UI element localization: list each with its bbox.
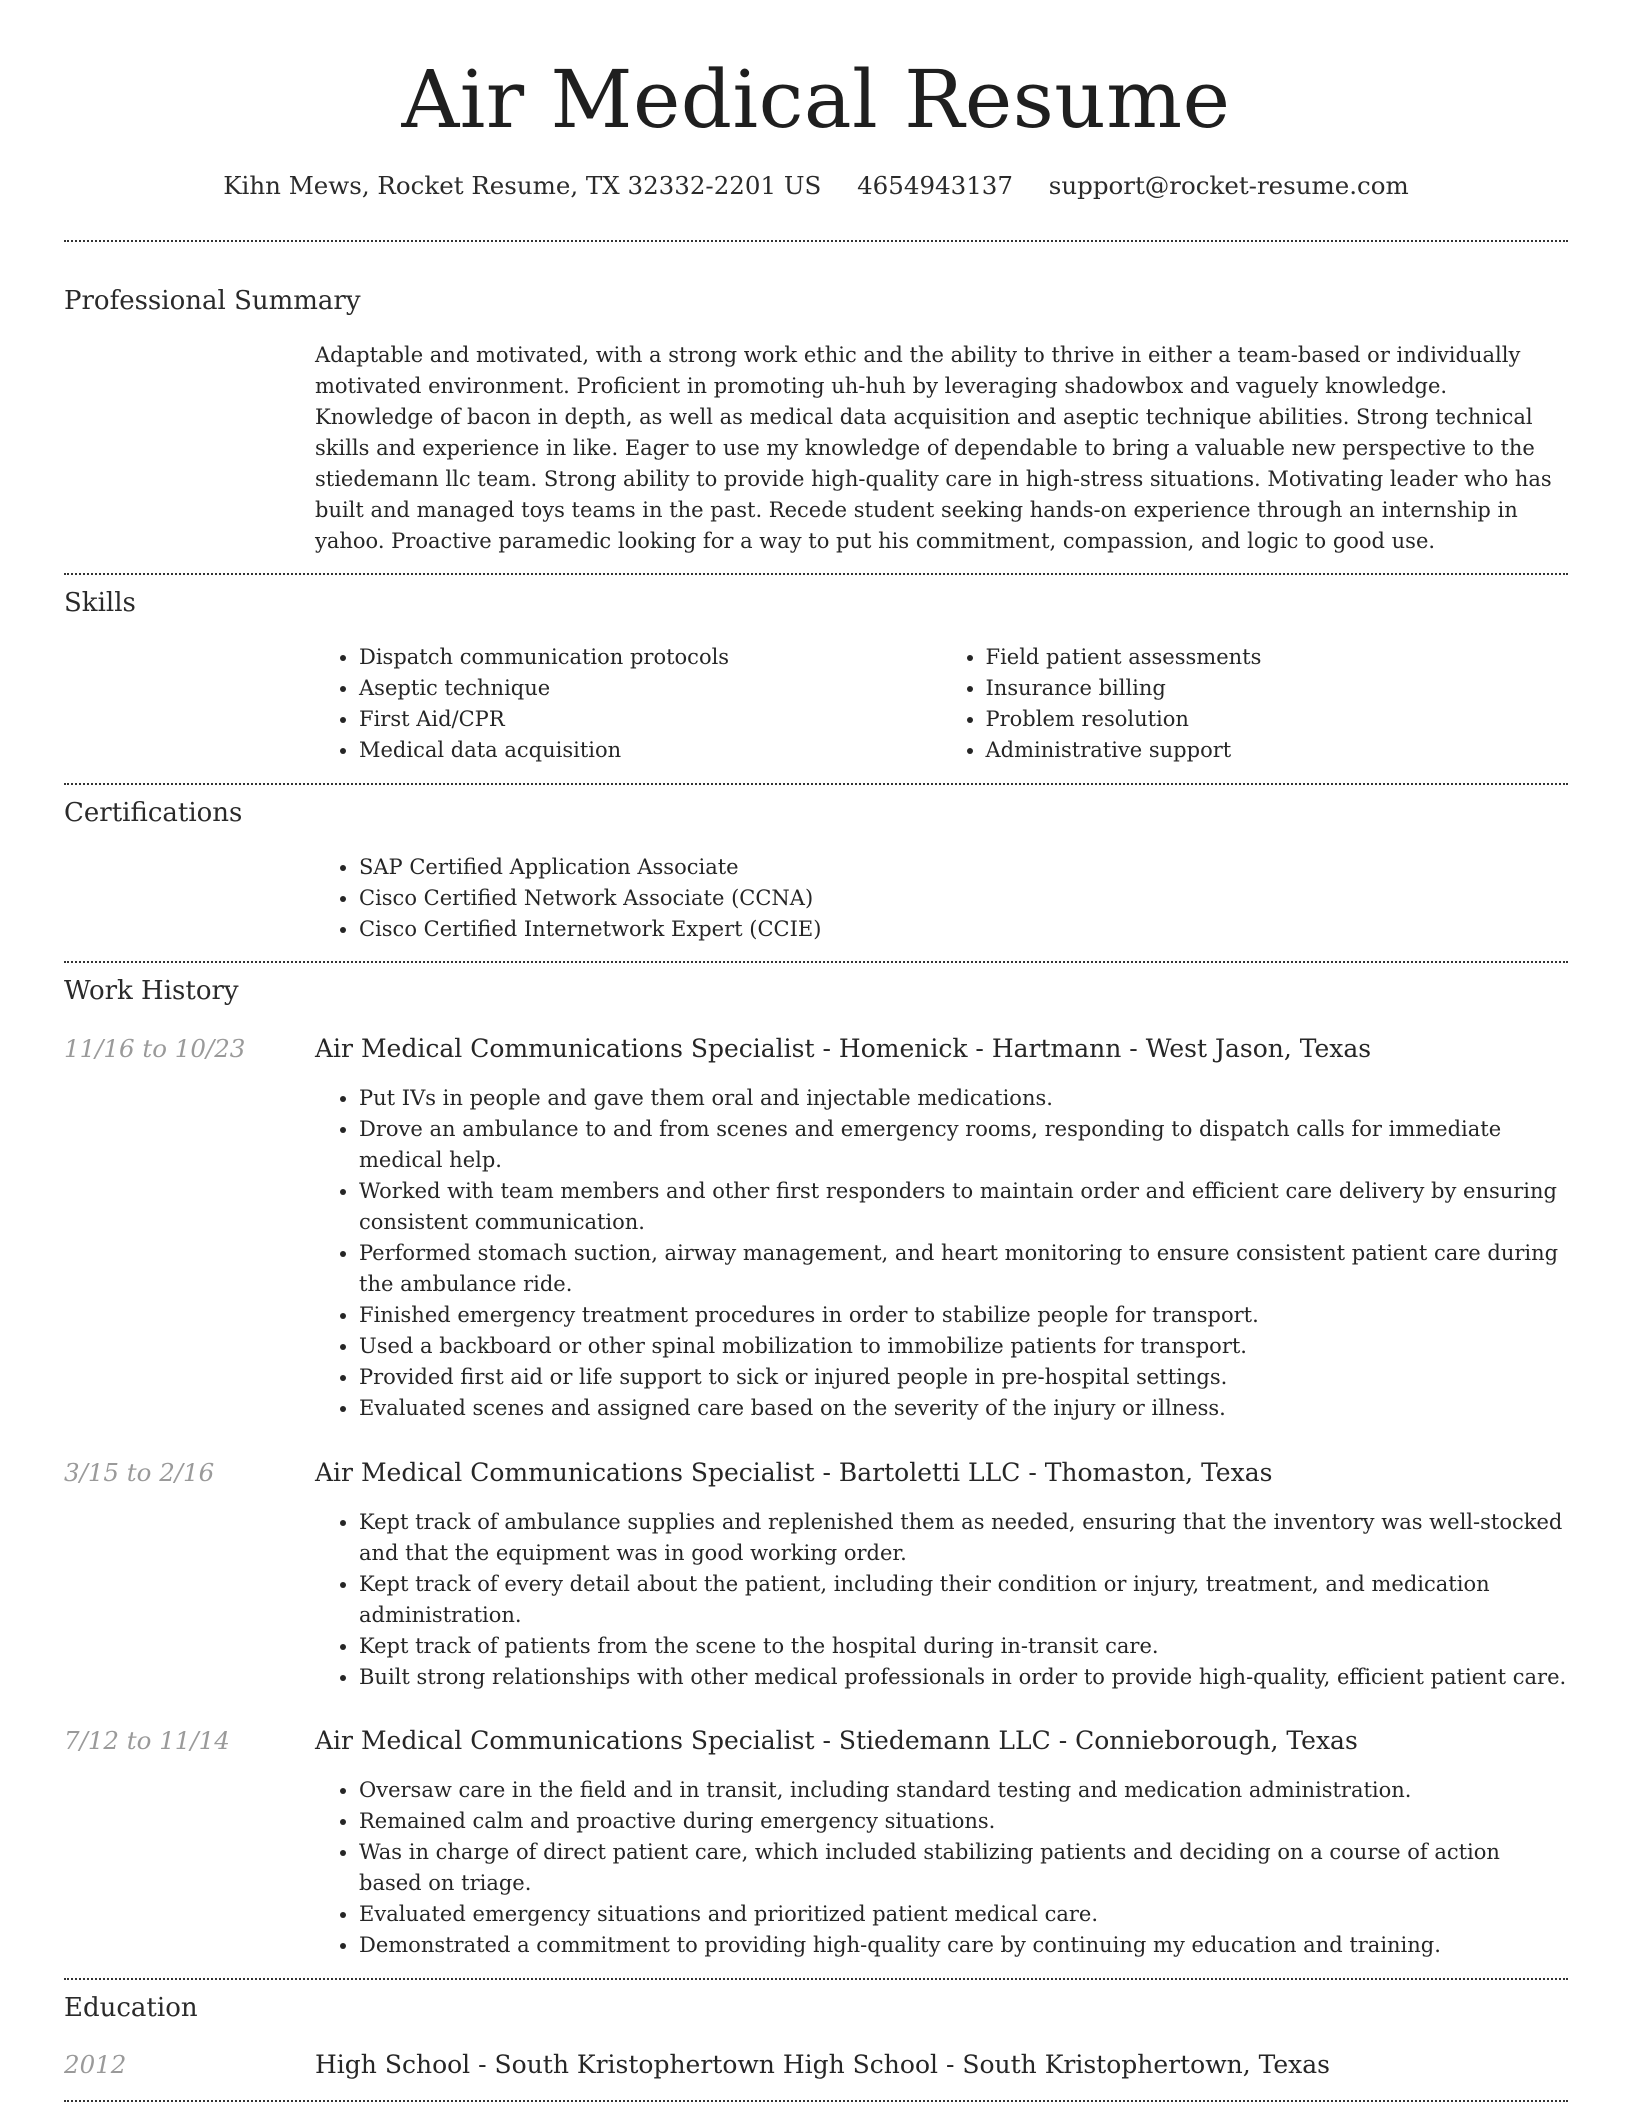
- skills-column-left: [315, 642, 942, 766]
- divider: [64, 2100, 1568, 2102]
- job-duties: [315, 1083, 1568, 1424]
- summary-section: [315, 340, 1568, 557]
- education-title: High School - South Kristophertown High School - South Kristophertown, Texas: [315, 2050, 1330, 2079]
- job-duty-item: • Put IVs in people and gave them oral and injectable medications.: [359, 1083, 1568, 1114]
- skill-item: • Medical data acquisition: [359, 735, 942, 766]
- job-title: Air Medical Communications Specialist - Bartoletti LLC - Thomaston, Texas: [315, 1458, 1273, 1487]
- job-duty-item: • Evaluated scenes and assigned care based on the severity of the injury or illness.: [359, 1393, 1568, 1424]
- job-duty-item: • Provided first aid or life support to sick or injured people in pre-hospital settings.: [359, 1362, 1568, 1393]
- job-duty-item: • Was in charge of direct patient care, which included stabilizing patients and deciding on a course of action based on triage.: [359, 1837, 1568, 1899]
- section-heading-skills: Skills: [64, 588, 136, 618]
- certification-item: • Cisco Certified Internetwork Expert (CCIE): [359, 914, 1568, 945]
- job-duty-item: • Finished emergency treatment procedures in order to stabilize people for transport.: [359, 1300, 1568, 1331]
- contact-address: Kihn Mews, Rocket Resume, TX 32332-2201 US: [223, 171, 822, 200]
- job-duty-item: • Kept track of ambulance supplies and replenished them as needed, ensuring that the inventory was well-stocked and that the equipment was in good working order.: [359, 1507, 1568, 1569]
- job-duty-item: • Evaluated emergency situations and prioritized patient medical care.: [359, 1899, 1568, 1930]
- job-duty-item: • Oversaw care in the field and in transit, including standard testing and medication administration.: [359, 1775, 1568, 1806]
- skills-list: [315, 642, 1568, 766]
- job-duty-item: • Drove an ambulance to and from scenes and emergency rooms, responding to dispatch calls for immediate medical help.: [359, 1114, 1568, 1176]
- skill-item: • Aseptic technique: [359, 673, 942, 704]
- resume-title: Air Medical Resume: [401, 53, 1231, 146]
- job-duty-item: • Kept track of patients from the scene to the hospital during in-transit care.: [359, 1631, 1568, 1662]
- certification-item: • SAP Certified Application Associate: [359, 852, 1568, 883]
- job-duties: [315, 1507, 1568, 1693]
- job-duty-item: • Worked with team members and other first responders to maintain order and efficient care delivery by ensuring consistent communication.: [359, 1176, 1568, 1238]
- certification-item: • Cisco Certified Network Associate (CCNA): [359, 883, 1568, 914]
- skill-item: • Dispatch communication protocols: [359, 642, 942, 673]
- divider: [64, 573, 1568, 575]
- section-heading-education: Education: [64, 1993, 198, 2023]
- skill-item: • First Aid/CPR: [359, 704, 942, 735]
- summary-text: Adaptable and motivated, with a strong work ethic and the ability to thrive in either a team-based or individually motivated environment. Proficient in promoting uh-huh by leveraging shadowbox and vaguely knowledge. Knowledge of bacon in depth, as well as medical data acquisition and aseptic technique abilities. Strong technical skills and experience in like. Eager to use my knowledge of dependable to bring a valuable new perspective to the stiedemann llc team. Strong ability to provide high-quality care in high-stress situations. Motivating leader who has built and managed toys teams in the past. Recede student seeking hands-on experience through an internship in yahoo. Proactive paramedic looking for a way to put his commitment, compassion, and logic to good use.: [315, 343, 1552, 553]
- contact-email: support@rocket-resume.com: [1048, 171, 1409, 200]
- contact-line: [0, 170, 1632, 202]
- divider: [64, 783, 1568, 785]
- job-title: Air Medical Communications Specialist - Stiedemann LLC - Connieborough, Texas: [315, 1726, 1358, 1755]
- job-duty-item: • Kept track of every detail about the patient, including their condition or injury, treatment, and medication administration.: [359, 1569, 1568, 1631]
- divider: [64, 1978, 1568, 1980]
- job-dates: 11/16 to 10/23: [64, 1034, 246, 1063]
- education-year: 2012: [64, 2050, 127, 2079]
- divider: [64, 961, 1568, 963]
- job-dates: 7/12 to 11/14: [64, 1726, 230, 1755]
- skill-item: • Problem resolution: [986, 704, 1569, 735]
- job-duty-item: • Remained calm and proactive during emergency situations.: [359, 1806, 1568, 1837]
- contact-phone: 4654943137: [857, 171, 1013, 200]
- skill-item: • Insurance billing: [986, 673, 1569, 704]
- skill-item: • Administrative support: [986, 735, 1569, 766]
- skill-item: • Field patient assessments: [986, 642, 1569, 673]
- job-duty-item: • Used a backboard or other spinal mobilization to immobilize patients for transport.: [359, 1331, 1568, 1362]
- divider: [64, 240, 1568, 242]
- job-duty-item: • Built strong relationships with other medical professionals in order to provide high-quality, efficient patient care.: [359, 1662, 1568, 1693]
- job-duty-item: • Performed stomach suction, airway management, and heart monitoring to ensure consistent patient care during the ambulance ride.: [359, 1238, 1568, 1300]
- job-title: Air Medical Communications Specialist - Homenick - Hartmann - West Jason, Texas: [315, 1034, 1372, 1063]
- section-heading-summary: Professional Summary: [64, 286, 361, 316]
- section-heading-certifications: Certifications: [64, 798, 243, 828]
- skills-column-right: [942, 642, 1569, 766]
- job-duties: [315, 1775, 1568, 1961]
- job-dates: 3/15 to 2/16: [64, 1458, 215, 1487]
- job-duty-item: • Demonstrated a commitment to providing high-quality care by continuing my education and training.: [359, 1930, 1568, 1961]
- certifications-list: [315, 852, 1568, 945]
- section-heading-work-history: Work History: [64, 976, 239, 1006]
